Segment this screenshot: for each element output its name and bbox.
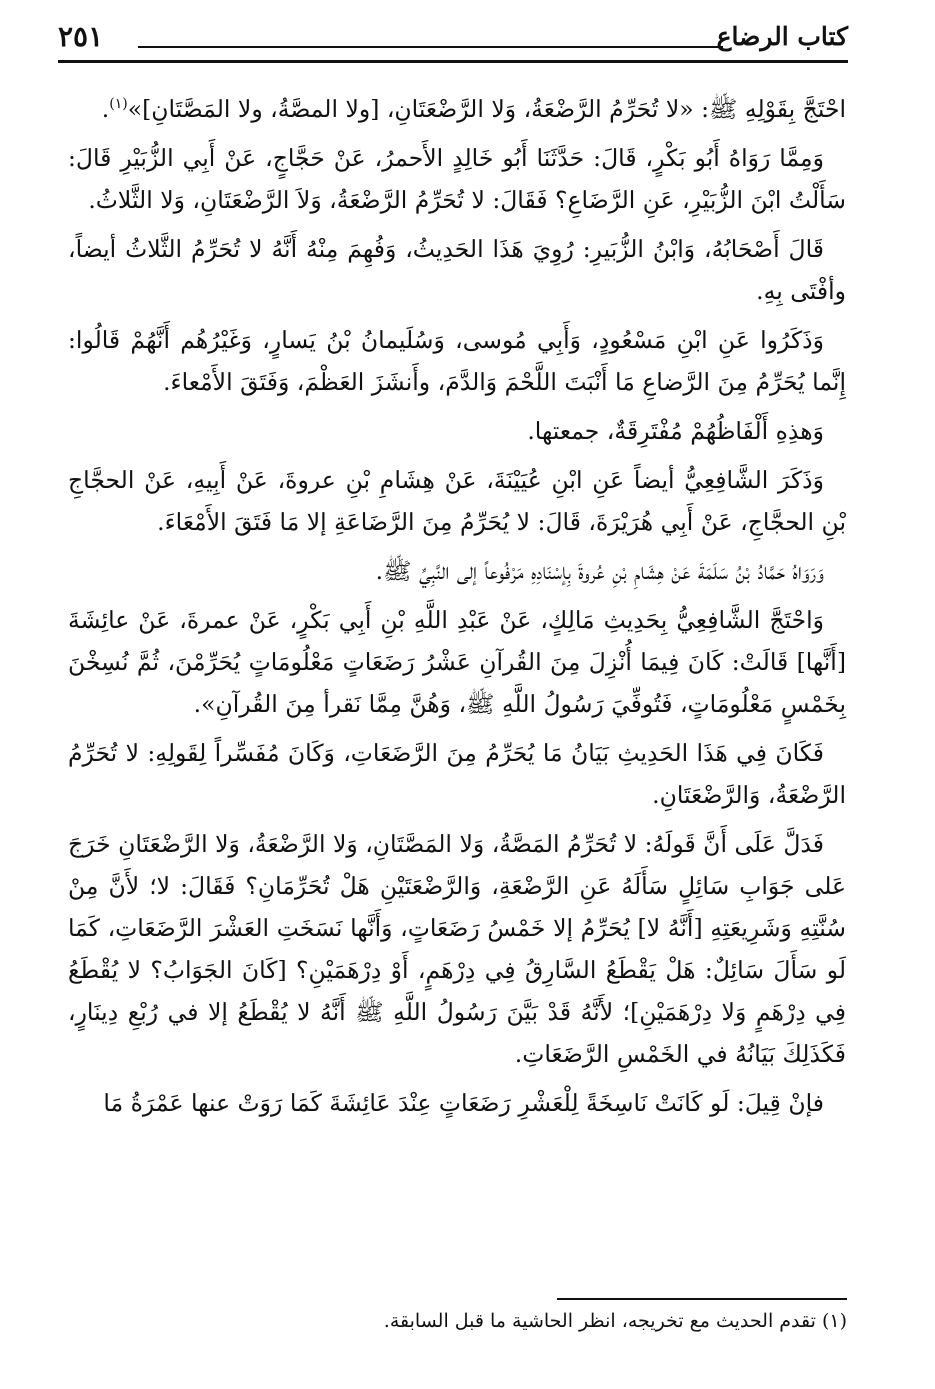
header-underline <box>58 60 848 63</box>
paragraph: فإنْ قِيلَ: لَو كَانَتْ نَاسِخَةً لِلْعَشْرِ رَضَعَاتٍ عِنْدَ عَائِشَةَ كَمَا رَوَتْ عنها عَمْرَةُ مَا <box>103 1089 824 1117</box>
page-number: ٢٥١ <box>58 20 104 53</box>
paragraph: قَالَ أَصْحَابُهُ، وَابْنُ الزُّبَيرِ: رُوِيَ هَذَا الحَدِيثُ، وَفُهِمَ مِنْهُ أَنَّهُ لا تُحَرِّمُ الثَّلاثُ أيضاً، وأفْتَى بِهِ. <box>68 235 846 305</box>
paragraph: وَاحْتَجَّ الشَّافِعِيُّ بِحَدِيثِ مَالِكٍ، عَنْ عَبْدِ اللَّهِ بْنِ أَبِي بَكْرٍ، عَنْ عمرةَ، عَنْ عائِشَةَ [أَنَّها] قَالَتْ: كَانَ فِيمَا أُنْزِلَ مِنَ القُرآنِ عَشْرُ رَضَعَاتٍ مَعْلُومَاتٍ يُحَرِّمْنَ، ثُمَّ نُسِخْنَ بِخَمْسٍ مَعْلُومَاتٍ، فَتُوفِّيَ رَسُولُ اللَّهِ ﷺ، وَهُنَّ مِمَّا نَقرأ مِنَ القُرآنِ». <box>68 606 846 718</box>
header-rule <box>138 46 723 48</box>
footnote: (١) تقدم الحديث مع تخريجه، انظر الحاشية ما قبل السابقة. <box>383 1310 847 1332</box>
paragraph: وَذَكَرُوا عَنِ ابْنِ مَسْعُودٍ، وَأَبِي مُوسى، وَسُلَيمانُ بْنُ يَسارٍ، وَغَيْرُهُم أَنَّهُمْ قَالُوا: إِنَّما يُحَرِّمُ مِنَ الرَّضاعِ مَا أَنْبَتَ اللَّحْمَ وَالدَّمَ، وأَنشَزَ العَظْمَ، وَفَتَقَ الأَمْعاءَ. <box>68 326 846 396</box>
paragraph: وَذَكَرَ الشَّافِعِيُّ أيضاً عَنِ ابْنِ عُيَيْنَةَ، عَنْ هِشَامِ بْنِ عروةَ، عَنْ أَبِيهِ، عَنْ الحجَّاجِ بْنِ الحجَّاجِ، عَنْ أَبِي هُرَيْرَةَ، قَالَ: لا يُحَرِّمُ مِنَ الرَّضَاعَةِ إلا مَا فَتَقَ الأَمْعَاءَ. <box>68 466 846 536</box>
paragraph: وَهذِهِ أَلْفَاظُهُمْ مُفْتَرِقَةٌ، جمعتها. <box>527 417 824 445</box>
page-header <box>58 20 848 54</box>
paragraph: احْتَجَّ بِقَوْلِهِ ﷺ: «لا تُحَرِّمُ الرَّضْعَةُ، وَلا الرَّضْعَتَانِ، [ولا المصَّةُ، ولا المَصَّتَانِ]»$^{(١)}$. <box>101 95 846 123</box>
paragraph: فَدَلَّ عَلَى أَنَّ قَولَهُ: لا تُحَرِّمُ المَصَّةُ، وَلا المَصَّتَانِ، وَلا الرَّضْعَةُ، وَلا الرَّضْعَتَانِ خَرَجَ عَلى جَوَابِ سَائِلٍ سَأَلَهُ عَنِ الرَّضْعَةِ، وَالرَّضْعَتَيْنِ هَلْ تُحَرِّمَانِ؟ فَقَالَ: لا؛ لأَنَّ مِنْ سُنَّتِهِ وَشَرِيعَتِهِ [أَنَّهُ لا] يُحَرِّمُ إلا خَمْسُ رَضَعَاتٍ، وَأَنَّها نَسَخَتِ العَشْرَ الرَّضَعَاتِ، كَمَا لَو سَأَلَ سَائِلٌ: هَلْ يَقْطَعُ السَّارِقُ فِي دِرْهَمٍ، أَوْ دِرْهَمَيْنِ؟ [كَانَ الجَوَابُ؟ لا يُقْطَعُ فِي دِرْهَمٍ وَلا دِرْهَمَيْنِ]؛ لأَنَّهُ قَدْ بَيَّنَ رَسُولُ اللَّهِ ﷺ أَنَّهُ لا يُقْطَعُ إلا في رُبْعِ دِينَارٍ، فَكَذَلِكَ بَيَانُهُ في الخَمْسِ الرَّضَعَاتِ. <box>68 830 846 1068</box>
paragraph: فَكَانَ فِي هَذَا الحَدِيثِ بَيَانُ مَا يُحَرِّمُ مِنَ الرَّضَعَاتِ، وَكَانَ مُفَسِّراً لِقَولِهِ: لا تُحَرِّمُ الرَّضْعَةُ، وَالرَّضْعَتَانِ. <box>68 739 846 809</box>
footnote-marker: (١) <box>109 96 128 113</box>
paragraph: وَمِمَّا رَوَاهُ أَبُو بَكْرٍ، قَالَ: حَدَّثَنَا أَبُو خَالِدٍ الأَحمرُ، عَنْ حَجَّاجٍ، عَنْ أَبِي الزُّبَيْرِ قَالَ: سَأَلْتُ ابْنَ الزُّبَيْرِ، عَنِ الرَّضَاعِ؟ فَقَالَ: لا تُحَرِّمُ الرَّضْعَةُ، وَلاَ الرَّضْعَتَانِ، وَلا الثَّلاثُ. <box>68 144 846 214</box>
paragraph-text: احْتَجَّ بِقَوْلِهِ ﷺ: «لا تُحَرِّمُ الرَّضْعَةُ، وَلا الرَّضْعَتَانِ، [ولا المصَّةُ، ولا المَصَّتَانِ]» <box>127 95 846 123</box>
footnote-rule <box>557 1298 847 1300</box>
main-text <box>68 88 846 1131</box>
paragraph: وَرَوَاهُ حَمَّادُ بْنُ سَلَمَةَ عَنْ هِشَامِ بْنِ عُروةَ بِإسْنَادِهِ مَرْفُوعاً إلى النَّبِيِّ ﷺ. <box>375 557 824 585</box>
chapter-title: كتاب الرضاع <box>716 22 848 51</box>
